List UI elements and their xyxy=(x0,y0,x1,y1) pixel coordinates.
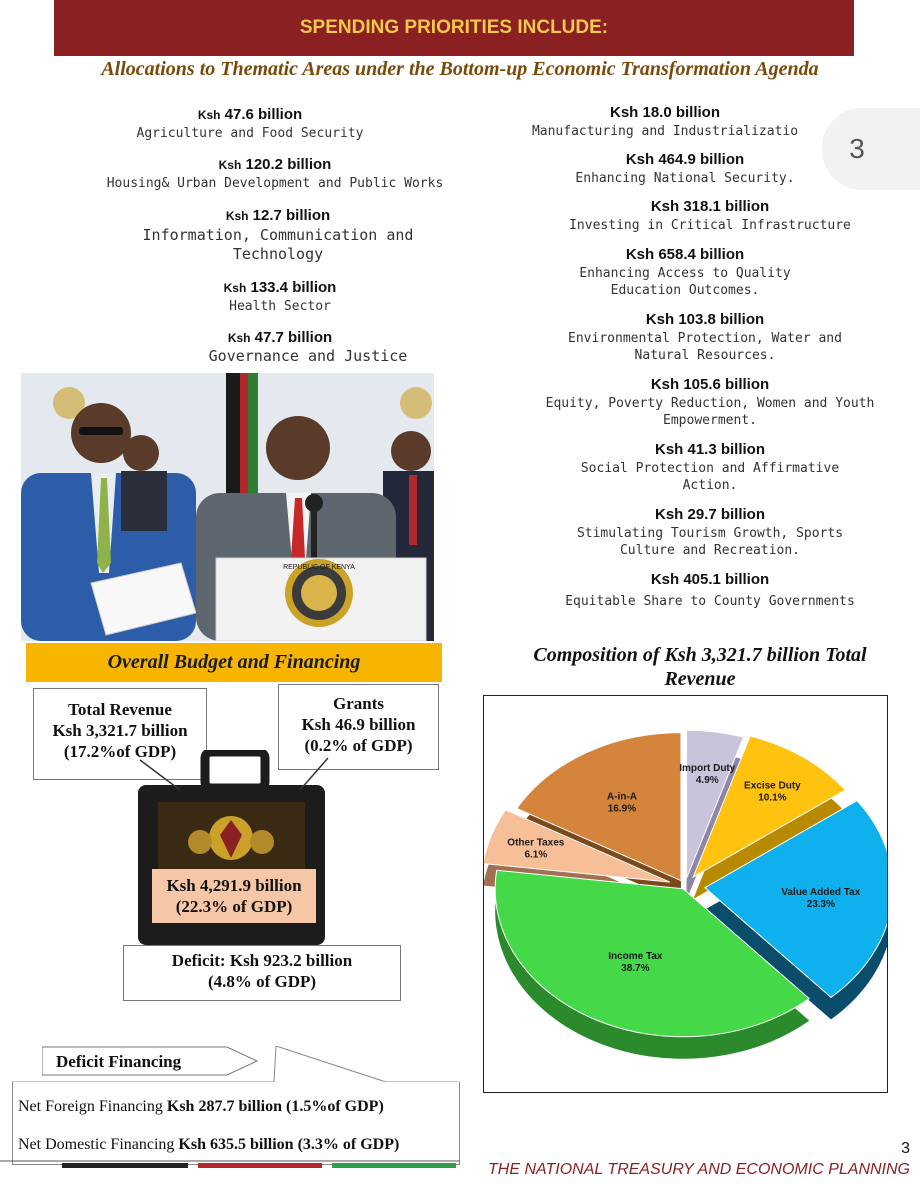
allocation-label: Information, Communication and Technology xyxy=(142,226,414,263)
footer-page-number: 3 xyxy=(901,1140,910,1157)
allocation-item xyxy=(555,441,865,494)
grants-title: Grants xyxy=(333,694,384,713)
footer-stripe-green xyxy=(332,1163,456,1168)
pie-slice-value: 6.1% xyxy=(524,849,548,861)
allocation-label: Enhancing Access to Quality Education Outcomes. xyxy=(579,266,791,298)
pie-slice-name: Income Tax xyxy=(608,950,663,962)
allocation-item xyxy=(130,329,430,365)
allocation-item xyxy=(60,156,490,192)
domestic-financing xyxy=(18,1136,399,1154)
pie-slice-value: 38.7% xyxy=(621,962,650,974)
allocation-label: Housing& Urban Development and Public Works xyxy=(106,176,444,191)
allocation-item xyxy=(540,311,870,364)
allocation-item xyxy=(130,279,430,315)
allocation-amount: Ksh 103.8 billion xyxy=(645,311,765,328)
allocation-label: Manufacturing and Industrializatio xyxy=(531,124,799,139)
allocation-amount: Ksh 18.0 billion xyxy=(609,104,721,121)
allocation-amount: Ksh 105.6 billion xyxy=(650,376,770,393)
total-revenue-amount: Ksh 3,321.7 billion xyxy=(52,721,188,740)
allocation-label: Enhancing National Security. xyxy=(575,171,795,186)
allocation-amount: Ksh 318.1 billion xyxy=(650,198,770,215)
grants-share: (0.2% of GDP) xyxy=(304,736,413,755)
expenditure-share: (22.3% of GDP) xyxy=(175,897,293,916)
total-revenue-title: Total Revenue xyxy=(68,700,172,719)
deficit-amount: Deficit: Ksh 923.2 billion xyxy=(171,951,353,970)
revenue-pie-chart xyxy=(483,695,888,1093)
allocation-label: Health Sector xyxy=(229,299,331,314)
allocation-item xyxy=(540,376,880,429)
pie-slice-value: 16.9% xyxy=(607,803,637,815)
allocation-item xyxy=(570,246,800,299)
allocation-amount: 133.4 billion xyxy=(250,279,337,296)
allocation-label: Governance and Justice xyxy=(208,347,408,365)
foreign-financing-amount: Ksh 287.7 billion (1.5%of GDP) xyxy=(166,1098,384,1115)
allocation-item xyxy=(120,207,436,264)
allocation-amount: 120.2 billion xyxy=(245,156,332,173)
pie-chart-svg xyxy=(484,696,887,1092)
pie-slice-value: 10.1% xyxy=(758,792,787,804)
press-photo xyxy=(21,373,434,641)
chart-title: Composition of Ksh 3,321.7 billion Total Revenue xyxy=(533,644,867,690)
podium-seal-text: REPUBLIC OF KENYA xyxy=(283,564,355,571)
currency-label: Ksh xyxy=(218,158,242,172)
allocation-label: Investing in Critical Infrastructure xyxy=(569,218,851,233)
financing-callout-pointer xyxy=(12,1046,460,1086)
allocation-label: Equitable Share to County Governments xyxy=(565,594,855,609)
pie-slice-name: A-in-A xyxy=(606,791,637,803)
header-banner: SPENDING PRIORITIES INCLUDE: xyxy=(54,0,854,56)
footer-org: THE NATIONAL TREASURY AND ECONOMIC PLANNING xyxy=(488,1161,910,1178)
pie-slice-name: Value Added Tax xyxy=(781,887,861,899)
page-badge-number: 3 xyxy=(849,133,865,164)
allocation-item xyxy=(500,104,830,140)
pie-slice-name: Excise Duty xyxy=(744,780,801,792)
allocation-item xyxy=(530,198,890,234)
allocation-amount: Ksh 464.9 billion xyxy=(625,151,745,168)
pie-slice-value: 23.3% xyxy=(806,899,836,911)
allocation-item xyxy=(100,106,400,142)
foreign-financing-label: Net Foreign Financing xyxy=(18,1098,163,1115)
overall-budget-title: Overall Budget and Financing xyxy=(26,643,442,682)
deficit-financing-title: Deficit Financing xyxy=(56,1052,182,1071)
footer-stripe-black xyxy=(62,1163,188,1168)
allocation-label: Agriculture and Food Security xyxy=(136,126,364,141)
footer-stripes xyxy=(0,1160,460,1170)
allocation-label: Equity, Poverty Reduction, Women and Youth Empowerment. xyxy=(545,396,875,428)
page-number-badge xyxy=(822,108,920,190)
grants-amount: Ksh 46.9 billion xyxy=(301,715,416,734)
allocation-item xyxy=(550,506,870,559)
domestic-financing-amount: Ksh 635.5 billion (3.3% of GDP) xyxy=(178,1136,400,1153)
expenditure-amount: Ksh 4,291.9 billion xyxy=(166,876,302,895)
pie-slice-name: Import Duty xyxy=(679,762,736,774)
total-revenue-share: (17.2%of GDP) xyxy=(63,742,177,761)
allocation-amount: Ksh 29.7 billion xyxy=(654,506,766,523)
pie-slice-value: 4.9% xyxy=(695,774,719,786)
currency-label: Ksh xyxy=(225,209,249,223)
allocation-item xyxy=(530,571,890,610)
allocation-item xyxy=(560,151,810,187)
expenditure-box xyxy=(152,869,316,923)
domestic-financing-label: Net Domestic Financing xyxy=(18,1136,175,1153)
foreign-financing xyxy=(18,1098,384,1116)
currency-label: Ksh xyxy=(227,331,251,345)
allocation-label: Stimulating Tourism Growth, Sports Culture and Recreation. xyxy=(576,526,844,558)
allocation-label: Environmental Protection, Water and Natural Resources. xyxy=(568,331,842,363)
currency-label: Ksh xyxy=(223,281,247,295)
pie-slice-name: Other Taxes xyxy=(507,837,565,849)
allocation-amount: 47.6 billion xyxy=(224,106,303,123)
currency-label: Ksh xyxy=(197,108,221,122)
allocation-amount: 47.7 billion xyxy=(254,329,333,346)
allocation-amount: Ksh 41.3 billion xyxy=(654,441,766,458)
allocation-amount: 12.7 billion xyxy=(252,207,331,224)
financing-box xyxy=(12,1082,460,1165)
allocation-label: Social Protection and Affirmative Action. xyxy=(580,461,840,493)
allocation-amount: Ksh 658.4 billion xyxy=(625,246,745,263)
allocation-amount: Ksh 405.1 billion xyxy=(650,571,770,588)
press-photo-illustration xyxy=(21,373,434,641)
page-subtitle: Allocations to Thematic Areas under the Bottom-up Economic Transformation Agenda xyxy=(101,58,819,80)
deficit-share: (4.8% of GDP) xyxy=(207,972,317,991)
deficit-box xyxy=(123,945,401,1001)
footer-stripe-red xyxy=(198,1163,322,1168)
